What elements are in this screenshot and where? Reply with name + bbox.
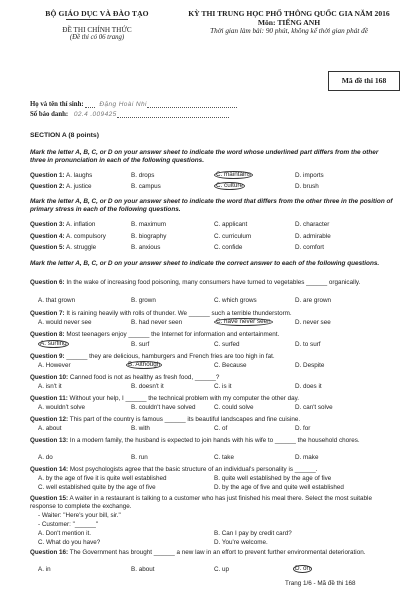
q2-option-c: C. culture (216, 182, 243, 189)
q8-option-b: B. surf (131, 341, 150, 348)
question-2: Question 2: (30, 183, 65, 190)
q2-option-d: D. brush (295, 183, 319, 190)
official-label: ĐỀ THI CHÍNH THỨC (62, 26, 132, 34)
question-11: Question 11: Without your help, I ______ the technical problem with my computer the other day. (30, 395, 300, 402)
question-7: Question 7: It is raining heavily with rolls of thunder. We ______ such a terrible thunderstorm. (30, 310, 292, 317)
question-9: Question 9: ______ they are delicious, hamburgers and French fries are too high in fat. (30, 353, 275, 360)
q9-option-d: D. Despite (295, 362, 325, 369)
q5-option-c: C. confide (214, 244, 243, 251)
question-12: Question 12: This part of the country is famous ______ its beautiful landscapes and fine cuisine. (30, 416, 301, 423)
instruction-stress: Mark the letter A, B, C, or D on your answer sheet to indicate the word that differs from the other three in the position of primary stress in each of the following questions. (30, 198, 393, 214)
q3-option-d: D. character (295, 221, 330, 228)
q6-option-c: C. which grows (214, 297, 257, 304)
q13-option-d: D. make (295, 454, 319, 461)
q6-option-d: D. are grown (295, 297, 332, 304)
q14-option-d: D. by the age of five and quite well established (214, 484, 344, 491)
q13-option-b: B. run (131, 454, 148, 461)
q4-option-d: D. admirable (295, 233, 331, 240)
candidate-number-row (30, 111, 229, 118)
name-dots-end (147, 101, 237, 108)
q10-option-d: D. does it (295, 383, 322, 390)
q12-option-d: D. for (295, 425, 311, 432)
question-14: Question 14: Most psychologists agree that the basic structure of an individual's personality is ______. (30, 466, 318, 473)
page-footer: Trang 1/6 - Mã đề thi 168 (285, 580, 356, 587)
q4-option-a: A. compulsory (66, 233, 106, 240)
name-dots (85, 101, 95, 108)
q6-option-a: A. that grown (38, 297, 76, 304)
q13-option-a: A. do (38, 454, 53, 461)
candidate-number-value: 02.4 .009425 (73, 111, 117, 118)
question-8: Question 8: Most teenagers enjoy ______ the Internet for information and entertainment. (30, 331, 280, 338)
instruction-pronunciation: Mark the letter A, B, C, or D on your answer sheet to indicate the word whose underlined part differs from the other three in pronunciation in each of the following questions. (30, 149, 379, 165)
q14-option-c: C. well established quite by the age of five (38, 484, 156, 491)
number-dots (117, 111, 229, 118)
q16-option-b: B. about (131, 566, 155, 573)
candidate-number-label: Số báo danh: (30, 111, 69, 118)
section-a-title: SECTION A (8 points) (30, 132, 99, 139)
q7-option-a: A. would never see (38, 319, 92, 326)
q11-option-a: A. wouldn't solve (38, 404, 86, 411)
q11-option-d: D. can't solve (295, 404, 333, 411)
question-13: Question 13: In a modern family, the husband is expected to join hands with his wife to ______ the household chores. (30, 437, 360, 444)
q1-option-a: A. laughs (66, 172, 93, 179)
q16-option-a: A. in (38, 566, 51, 573)
header-right (178, 9, 400, 35)
candidate-name-value: Đặng Hoài Nhi (99, 101, 147, 108)
q14-option-a: A. by the age of five it is quite well established (38, 475, 167, 482)
question-1: Question 1: (30, 172, 65, 179)
question-16: Question 16: The Government has brought ______ a new law in an effort to prevent further environmental deterioration. (30, 549, 366, 556)
candidate-name-label: Họ và tên thí sinh: (30, 101, 84, 108)
exam-code-box: Mã đề thi 168 (328, 71, 400, 91)
q2-option-a: A. justice (66, 183, 92, 190)
q1-option-d: D. imports (295, 172, 324, 179)
dialogue-customer: - Customer: "______" (38, 521, 99, 528)
q15-option-a: A. Don't mention it. (38, 530, 92, 537)
q12-option-b: B. with (131, 425, 150, 432)
time-note: Thời gian làm bài: 90 phút, không kể thời gian phát đề (210, 27, 368, 35)
q12-option-c: C. of (214, 425, 228, 432)
q6-option-b: B. grown (131, 297, 156, 304)
q12-option-a: A. about (38, 425, 62, 432)
q16-option-c: C. up (214, 566, 230, 573)
q1-option-b: B. drops (131, 172, 155, 179)
question-6: Question 6: In the wake of increasing food poisoning, many consumers have turned to vegetables ______ organically. (30, 279, 361, 286)
question-10: Question 10: Canned food is not as healthy as fresh food, ______? (30, 374, 220, 381)
exam-title: KỲ THI TRUNG HỌC PHỔ THÔNG QUỐC GIA NĂM 2016 (188, 9, 390, 18)
q7-option-d: D. never see (295, 319, 331, 326)
q15-option-c: C. What do you have? (38, 539, 101, 546)
q10-option-a: A. isn't it (38, 383, 62, 390)
q3-option-a: A. inflation (66, 221, 96, 228)
q16-option-d: D. on (295, 565, 311, 572)
subject-title: Môn: TIẾNG ANH (257, 18, 321, 27)
q5-option-d: D. comfort (295, 244, 325, 251)
q15-option-b: B. Can I pay by credit card? (214, 530, 292, 537)
q8-option-a: A. surfing (40, 340, 67, 347)
q10-option-b: B. doesn't it (131, 383, 164, 390)
question-15: Question 15: A waiter in a restaurant is talking to a customer who has just finished his meal there. Select the most suitable response to complete the exchange. (30, 495, 372, 510)
q7-option-b: B. had never seen (131, 319, 183, 326)
question-5: Question 5: (30, 244, 65, 251)
candidate-name-row (30, 101, 237, 108)
q13-option-c: C. take (214, 454, 234, 461)
q7-option-c: C. have never seen (216, 318, 271, 325)
q4-option-c: C. curriculum (214, 233, 252, 240)
q3-option-c: C. applicant (214, 221, 248, 228)
question-3: Question 3: (30, 221, 65, 228)
q11-option-b: B. couldn't have solved (131, 404, 196, 411)
ministry-name: BỘ GIÁO DỤC VÀ ĐÀO TẠO (45, 9, 149, 18)
q8-option-d: D. to surf (295, 341, 321, 348)
q1-option-c: C. maintains (216, 171, 251, 178)
q11-option-c: C. could solve (214, 404, 254, 411)
ministry-underline (66, 19, 128, 20)
instruction-answer: Mark the letter A, B, C, or D on your answer sheet to indicate the correct answer to each of the following questions. (30, 260, 380, 267)
q5-option-b: B. anxious (131, 244, 161, 251)
q15-option-d: D. You're welcome. (214, 539, 268, 546)
q2-option-b: B. campus (131, 183, 161, 190)
dialogue-waiter: - Waiter: "Here's your bill, sir." (38, 512, 121, 519)
q5-option-a: A. struggle (66, 244, 97, 251)
page-count-note: (Đề thi có 06 trang) (69, 34, 125, 41)
q10-option-c: C. is it (214, 383, 232, 390)
q9-option-c: C. Because (214, 362, 247, 369)
q9-option-b: B. Although (128, 361, 161, 368)
q3-option-b: B. maximum (131, 221, 166, 228)
q14-option-b: B. quite well established by the age of five (214, 475, 332, 482)
header-left (22, 9, 172, 41)
q8-option-c: C. surfed (214, 341, 240, 348)
question-4: Question 4: (30, 233, 65, 240)
q4-option-b: B. biography (131, 233, 167, 240)
q9-option-a: A. However (38, 362, 71, 369)
